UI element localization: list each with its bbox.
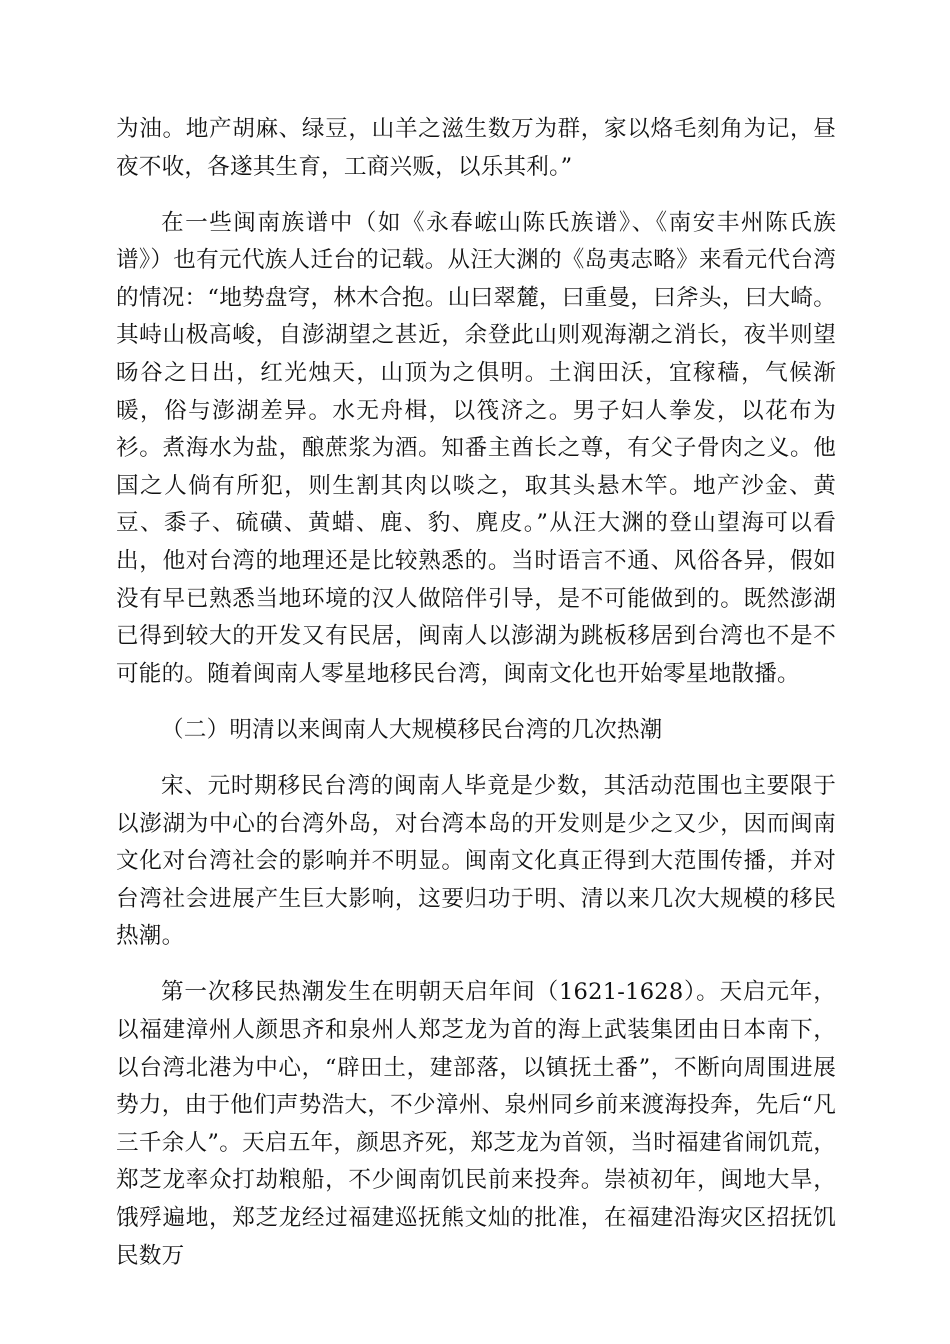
document-page — [116, 111, 836, 1294]
section-heading: （二）明清以来闽南人大规模移民台湾的几次热潮 — [161, 716, 663, 743]
paragraph-3: 宋、元时期移民台湾的闽南人毕竟是少数，其活动范围也主要限于以澎湖为中心的台湾外岛，对台湾本岛的开发则是少之又少，因而闽南文化对台湾社会的影响并不明显。闽南文化真正得到大范围传播，并对台湾社会进展产生巨大影响，这要归功于明、清以来几次大规模的移民热潮。 — [116, 773, 836, 950]
paragraph-2: 在一些闽南族谱中（如《永春峵山陈氏族谱》、《南安丰州陈氏族谱》）也有元代族人迁台的记载。从汪大渊的《岛夷志略》来看元代台湾的情况：“地势盘穹，林木合抱。山曰翠麓，曰重曼，曰斧头，曰大崎。其峙山极高峻，自澎湖望之甚近，余登此山则观海潮之消长，夜半则望旸谷之日出，红光烛天，山顶为之俱明。土润田沃，宜稼穑，气候渐暖，俗与澎湖差异。水无舟楫，以筏济之。男子妇人拳发，以花布为衫。煮海水为盐，酿蔗浆为酒。知番主酋长之尊，有父子骨肉之义。他国之人倘有所犯，则生割其肉以啖之，取其头悬木竿。地产沙金、黄豆、黍子、硫磺、黄蜡、鹿、豹、麂皮。”从汪大渊的登山望海可以看出，他对台湾的地理还是比较熟悉的。当时语言不通、风俗各异，假如没有早已熟悉当地环境的汉人做陪伴引导，是不可能做到的。既然澎湖已得到较大的开发又有民居，闽南人以澎湖为跳板移居到台湾也不是不可能的。随着闽南人零星地移民台湾，闽南文化也开始零星地散播。 — [116, 209, 836, 687]
paragraph-1: 为油。地产胡麻、绿豆，山羊之滋生数万为群，家以烙毛刻角为记，昼夜不收，各遂其生育，工商兴贩，以乐其利。” — [116, 116, 836, 180]
paragraph-4: 第一次移民热潮发生在明朝天启年间（1621-1628）。天启元年，以福建漳州人颜思齐和泉州人郑芝龙为首的海上武装集团由日本南下，以台湾北港为中心，“辟田土，建部落，以镇抚土番”，不断向周围进展势力，由于他们声势浩大，不少漳州、泉州同乡前来渡海投奔，先后“凡三千余人”。天启五年，颜思齐死，郑芝龙为首领，当时福建省闹饥荒，郑芝龙率众打劫粮船，不少闽南饥民前来投奔。崇祯初年，闽地大旱，饿殍遍地，郑芝龙经过福建巡抚熊文灿的批准，在福建沿海灾区招抚饥民数万 — [116, 979, 836, 1269]
